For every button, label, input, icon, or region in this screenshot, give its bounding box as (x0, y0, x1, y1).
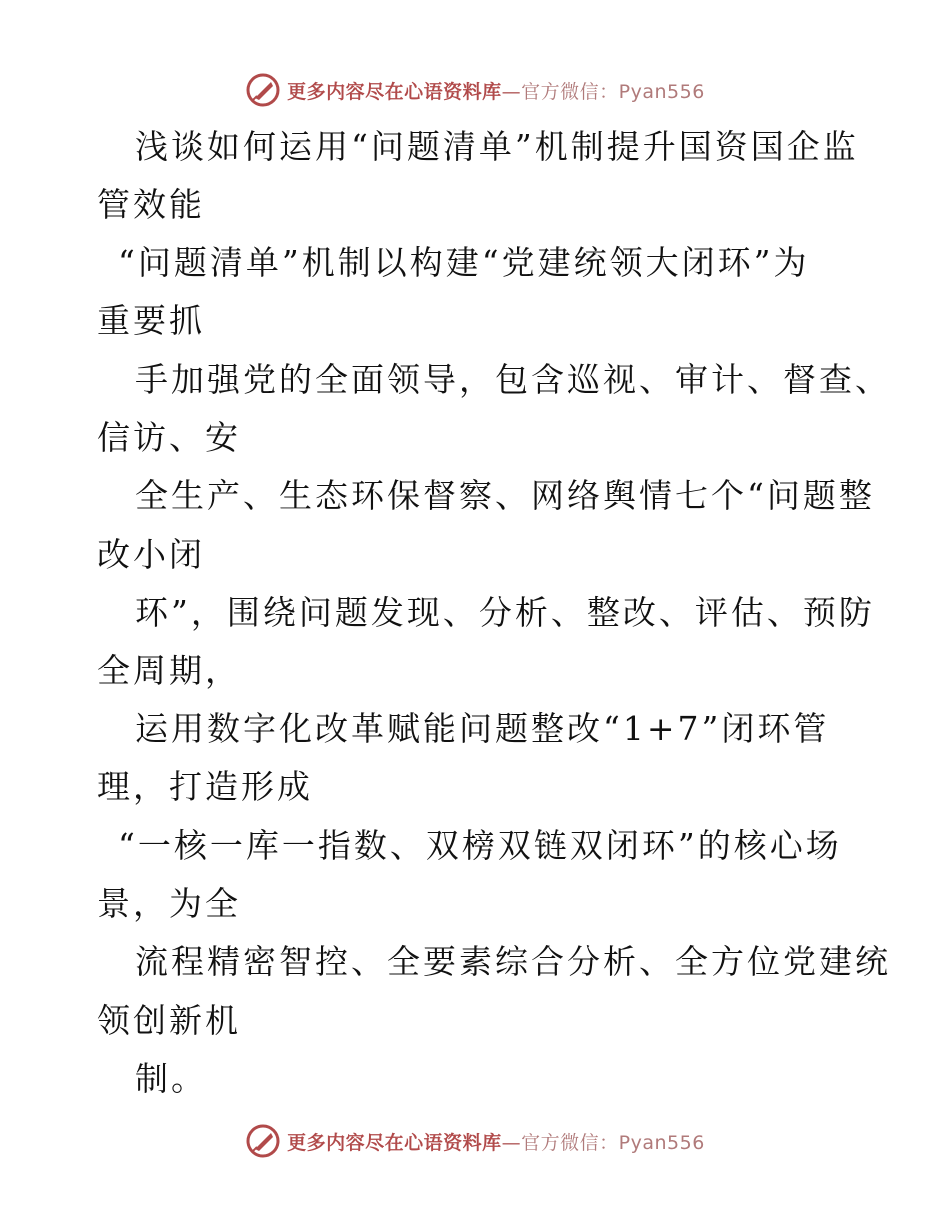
banner-brand: 更多内容尽在心语资料库 (287, 80, 502, 103)
banner-dash: — (501, 80, 522, 103)
doc-line: 信访、安 (97, 418, 241, 457)
doc-line: 环”，围绕问题发现、分析、整改、评估、预防 (135, 593, 875, 632)
banner-dash: — (501, 1131, 522, 1154)
doc-line: “一核一库一指数、双榜双链双闭环”的核心场 (118, 826, 842, 865)
banner-wechat: 官方微信：Pyan556 (521, 80, 705, 103)
doc-line: 制。 (135, 1059, 207, 1098)
doc-line: 理，打造形成 (97, 767, 313, 806)
doc-line: 全生产、生态环保督察、网络舆情七个“问题整 (135, 476, 875, 515)
footer-banner (0, 1119, 950, 1163)
doc-line: 浅谈如何运用“问题清单”机制提升国资国企监 (135, 127, 859, 166)
doc-line: 领创新机 (97, 1001, 241, 1040)
doc-line: 景，为全 (97, 884, 241, 923)
doc-line: 重要抓 (97, 301, 205, 340)
banner-text (287, 1128, 705, 1155)
doc-line: 流程精密智控、全要素综合分析、全方位党建统 (135, 942, 891, 981)
doc-line: 管效能 (97, 185, 205, 224)
banner-brand: 更多内容尽在心语资料库 (287, 1131, 502, 1154)
doc-line: 运用数字化改革赋能问题整改“1+7”闭环管 (135, 709, 830, 748)
doc-line: 改小闭 (97, 535, 205, 574)
doc-line: “问题清单”机制以构建“党建统领大闭环”为 (118, 243, 810, 282)
doc-line: 手加强党的全面领导，包含巡视、审计、督查、 (135, 360, 891, 399)
quill-pen-logo-icon (245, 1123, 281, 1159)
doc-line: 全周期， (97, 651, 241, 690)
banner-wechat: 官方微信：Pyan556 (521, 1131, 705, 1154)
